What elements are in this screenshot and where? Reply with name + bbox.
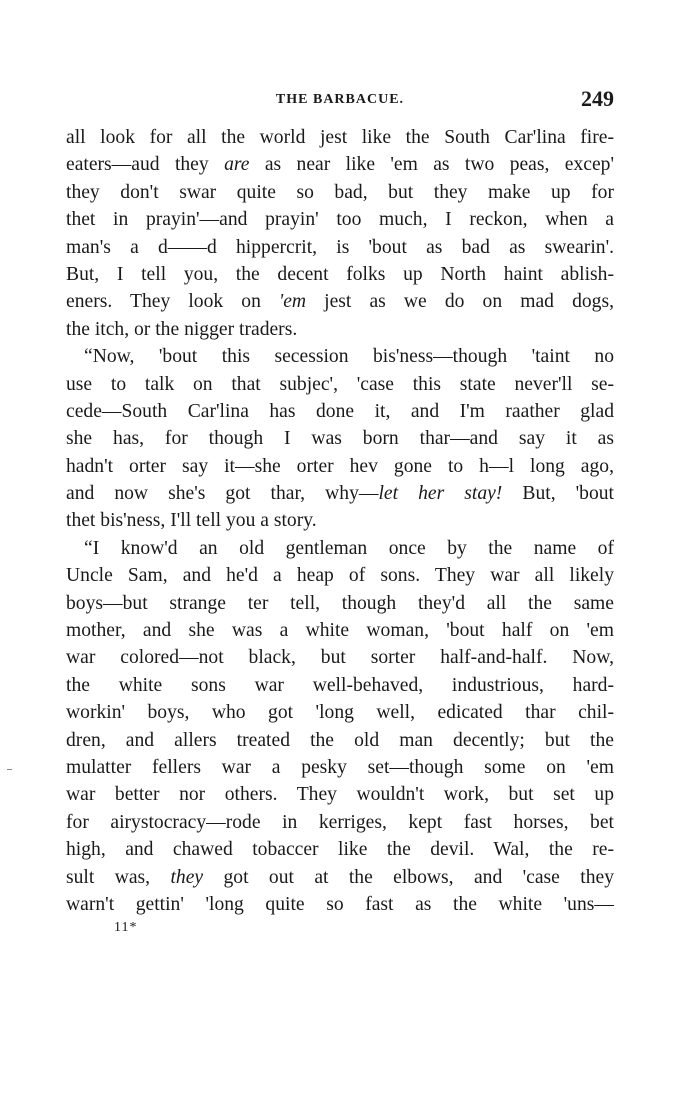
text-line: sult was, they got out at the elbows, and 'case they [66,866,614,888]
text-line: man's a d——d hippercrit, is 'bout as bad as swearin'. [66,236,614,258]
text-line: the white sons war well-behaved, industrious, hard- [66,674,614,696]
text-line: high, and chawed tobaccer like the devil. Wal, the re- [66,839,614,861]
text-line: all look for all the world jest like the South Car'lina fire- [66,127,614,148]
text-line: thet bis'ness, I'll tell you a story. [66,510,317,532]
page-header [66,86,614,120]
text-line: they don't swar quite so bad, but they make up for [66,181,614,203]
text-line: dren, and allers treated the old man decently; but the [66,729,614,751]
text-line: eners. They look on 'em jest as we do on mad dogs, [66,291,614,313]
text-line: But, I tell you, the decent folks up North haint ablish- [66,263,614,285]
text-line: the itch, or the nigger traders. [66,318,298,340]
margin-mark [7,769,12,770]
book-page [66,86,614,936]
text-line: she has, for though I was born thar—and say it as [66,428,614,450]
signature-mark: 11* [114,920,138,936]
text-line: warn't gettin' 'long quite so fast as the white 'uns— [66,893,614,915]
text-line: and now she's got thar, why—let her stay! But, 'bout [66,483,614,505]
text-line: Uncle Sam, and he'd a heap of sons. They war all likely [66,565,614,587]
text-line: mulatter fellers war a pesky set—though some on 'em [66,756,614,778]
text-line: mother, and she was a white woman, 'bout half on 'em [66,620,614,642]
body-text [66,124,614,918]
text-line: boys—but strange ter tell, though they'd all the same [66,592,614,614]
text-line: use to talk on that subjec', 'case this state never'll se- [66,373,614,395]
text-line: cede—South Car'lina has done it, and I'm raather glad [66,400,614,422]
text-line: thet in prayin'—and prayin' too much, I reckon, when a [66,209,614,231]
paragraph-first-line: “I know'd an old gentleman once by the name of [84,537,614,559]
paragraph-first-line: “Now, 'bout this secession bis'ness—though 'taint no [84,346,614,368]
text-line: hadn't orter say it—she orter hev gone to h—l long ago, [66,455,614,477]
text-line: for airystocracy—rode in kerriges, kept fast horses, bet [66,811,614,833]
text-line: eaters—aud they are as near like 'em as two peas, excep' [66,154,614,176]
text-line: war colored—not black, but sorter half-and-half. Now, [66,647,614,669]
text-line: workin' boys, who got 'long well, edicated thar chil- [66,702,614,724]
text-line: war better nor others. They wouldn't work, but set up [66,784,614,806]
running-title: THE BARBACUE. [275,92,405,107]
page-number: 249 [581,86,614,111]
